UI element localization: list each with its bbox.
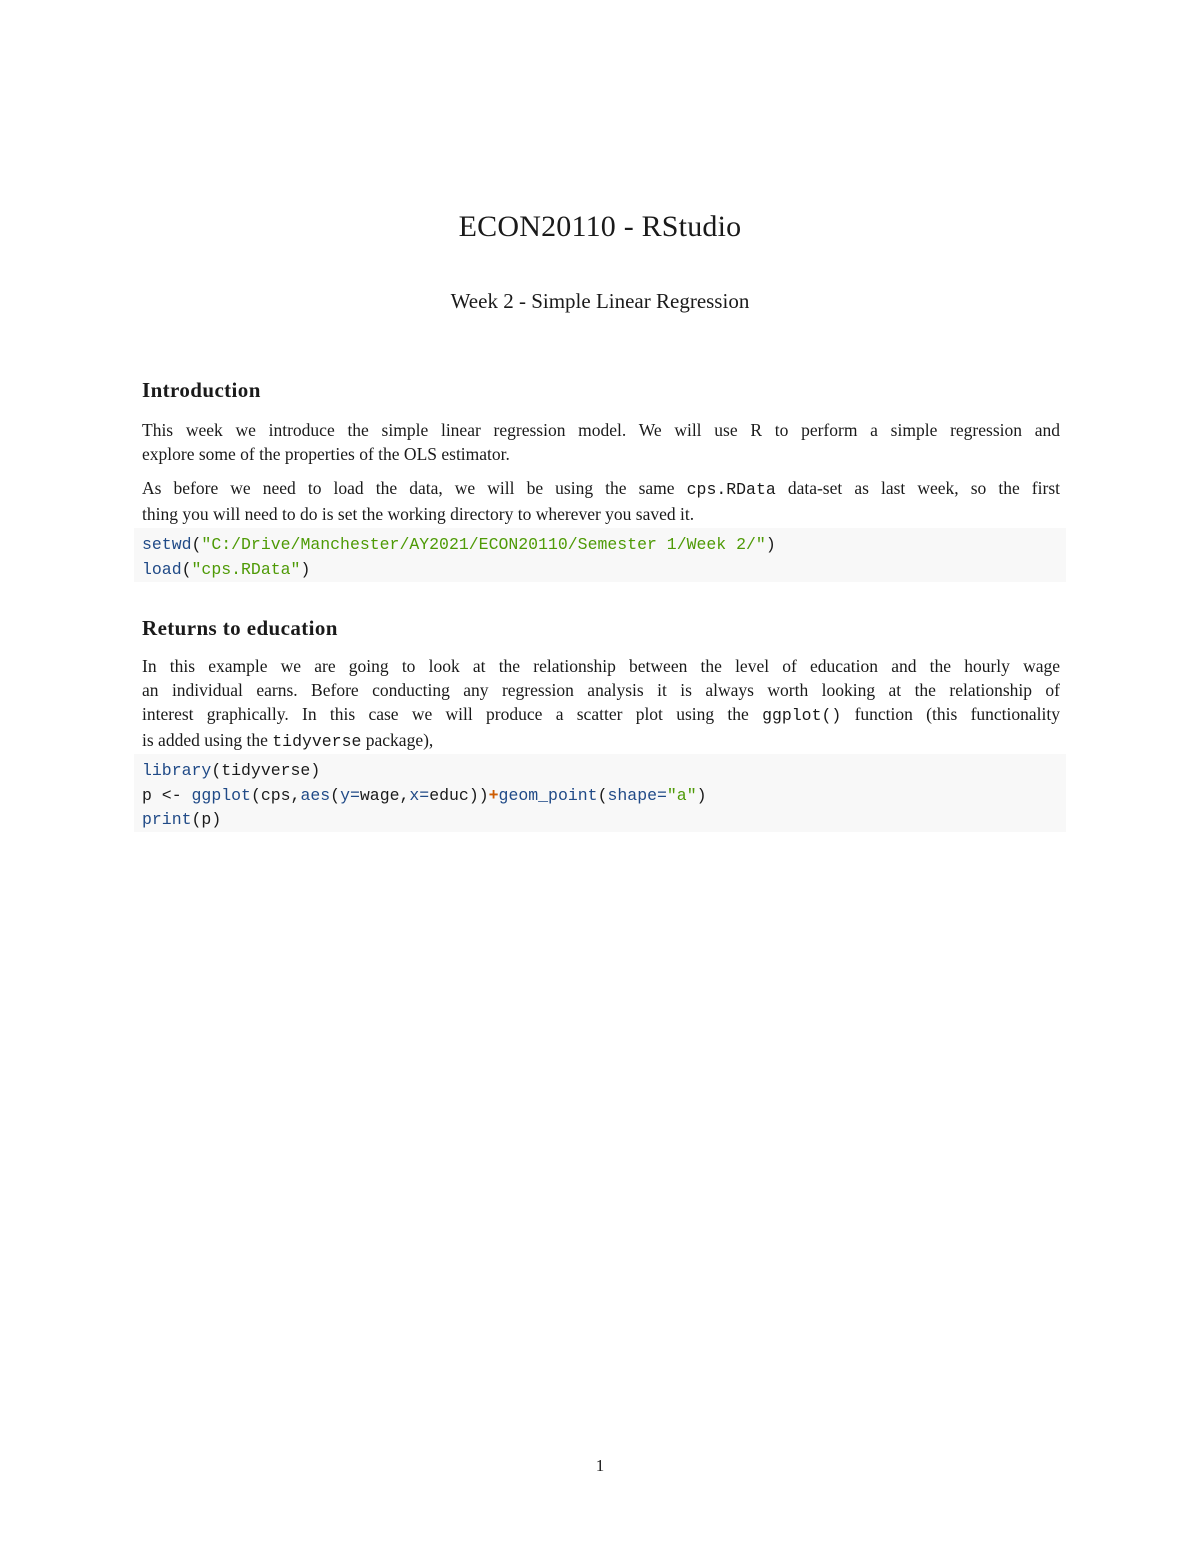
code-function: library xyxy=(142,761,212,780)
code-text: ( xyxy=(191,535,202,554)
code-function: load xyxy=(142,559,182,579)
inline-code: cps.RData xyxy=(686,480,776,499)
code-line xyxy=(142,784,1058,809)
code-text: ( xyxy=(330,785,341,805)
intro-paragraph-2 xyxy=(142,476,1060,526)
code-text: ( xyxy=(181,559,192,579)
text-line xyxy=(142,476,1060,502)
code-line xyxy=(142,558,1058,583)
page-number: 1 xyxy=(595,1456,605,1475)
inline-code: ggplot() xyxy=(762,706,842,725)
code-line xyxy=(142,808,1058,833)
code-text: wage, xyxy=(359,785,410,805)
text-segment: function (this functionality xyxy=(841,704,1061,724)
text-line: thing you will need to do is set the working directory to wherever you saved it. xyxy=(142,504,695,524)
text-segment: interest graphically. In this case we will produce a scatter plot using the xyxy=(142,704,763,724)
text-line: In this example we are going to look at the relationship between the level of education and the hourly wage xyxy=(142,656,1060,676)
code-string: "cps.RData" xyxy=(191,559,301,579)
code-text: (cps, xyxy=(250,785,301,805)
code-argument: x= xyxy=(409,785,430,805)
text-line xyxy=(142,728,1060,754)
code-function: ggplot xyxy=(191,785,251,805)
code-text: (tidyverse) xyxy=(211,761,321,780)
code-block-plot xyxy=(134,754,1066,832)
code-block-setup xyxy=(134,528,1066,582)
code-function: aes xyxy=(300,785,331,805)
code-function: setwd xyxy=(142,535,192,554)
code-string: "a" xyxy=(666,785,697,805)
text-line xyxy=(142,702,1060,728)
code-function: geom_point xyxy=(498,785,598,805)
text-segment: is added using the xyxy=(142,730,273,750)
code-argument: shape= xyxy=(607,785,667,805)
code-text: p <- xyxy=(142,785,192,805)
intro-paragraph-1 xyxy=(142,418,1060,466)
text-segment: package), xyxy=(361,730,434,750)
code-text: (p) xyxy=(191,810,222,829)
text-line: This week we introduce the simple linear regression model. We will use R to perform a simple regression and xyxy=(142,420,1060,440)
code-argument: y= xyxy=(340,785,360,805)
text-segment: data-set as last week, so the first xyxy=(775,478,1060,498)
text-segment: As before we need to load the data, we will be using the same xyxy=(142,478,687,498)
returns-paragraph xyxy=(142,654,1060,754)
code-line xyxy=(142,533,1058,558)
code-string: "C:/Drive/Manchester/AY2021/ECON20110/Semester 1/Week 2/" xyxy=(201,535,766,554)
document-title: ECON20110 - RStudio xyxy=(458,210,742,243)
code-text: ) xyxy=(696,785,707,805)
code-text: ( xyxy=(597,785,608,805)
section-heading-introduction: Introduction xyxy=(142,378,261,402)
section-heading-returns-to-education: Returns to education xyxy=(142,616,338,640)
code-text: educ)) xyxy=(429,785,489,805)
code-function: print xyxy=(142,810,192,829)
inline-code: tidyverse xyxy=(272,732,362,751)
code-text: ) xyxy=(300,559,311,579)
document-subtitle: Week 2 - Simple Linear Regression xyxy=(450,289,750,313)
code-operator: + xyxy=(488,785,499,805)
code-line xyxy=(142,759,1058,784)
text-line: an individual earns. Before conducting any regression analysis it is always worth looking at the relationship of xyxy=(142,680,1060,700)
code-text: ) xyxy=(765,535,776,554)
text-line: explore some of the properties of the OLS estimator. xyxy=(142,444,510,464)
